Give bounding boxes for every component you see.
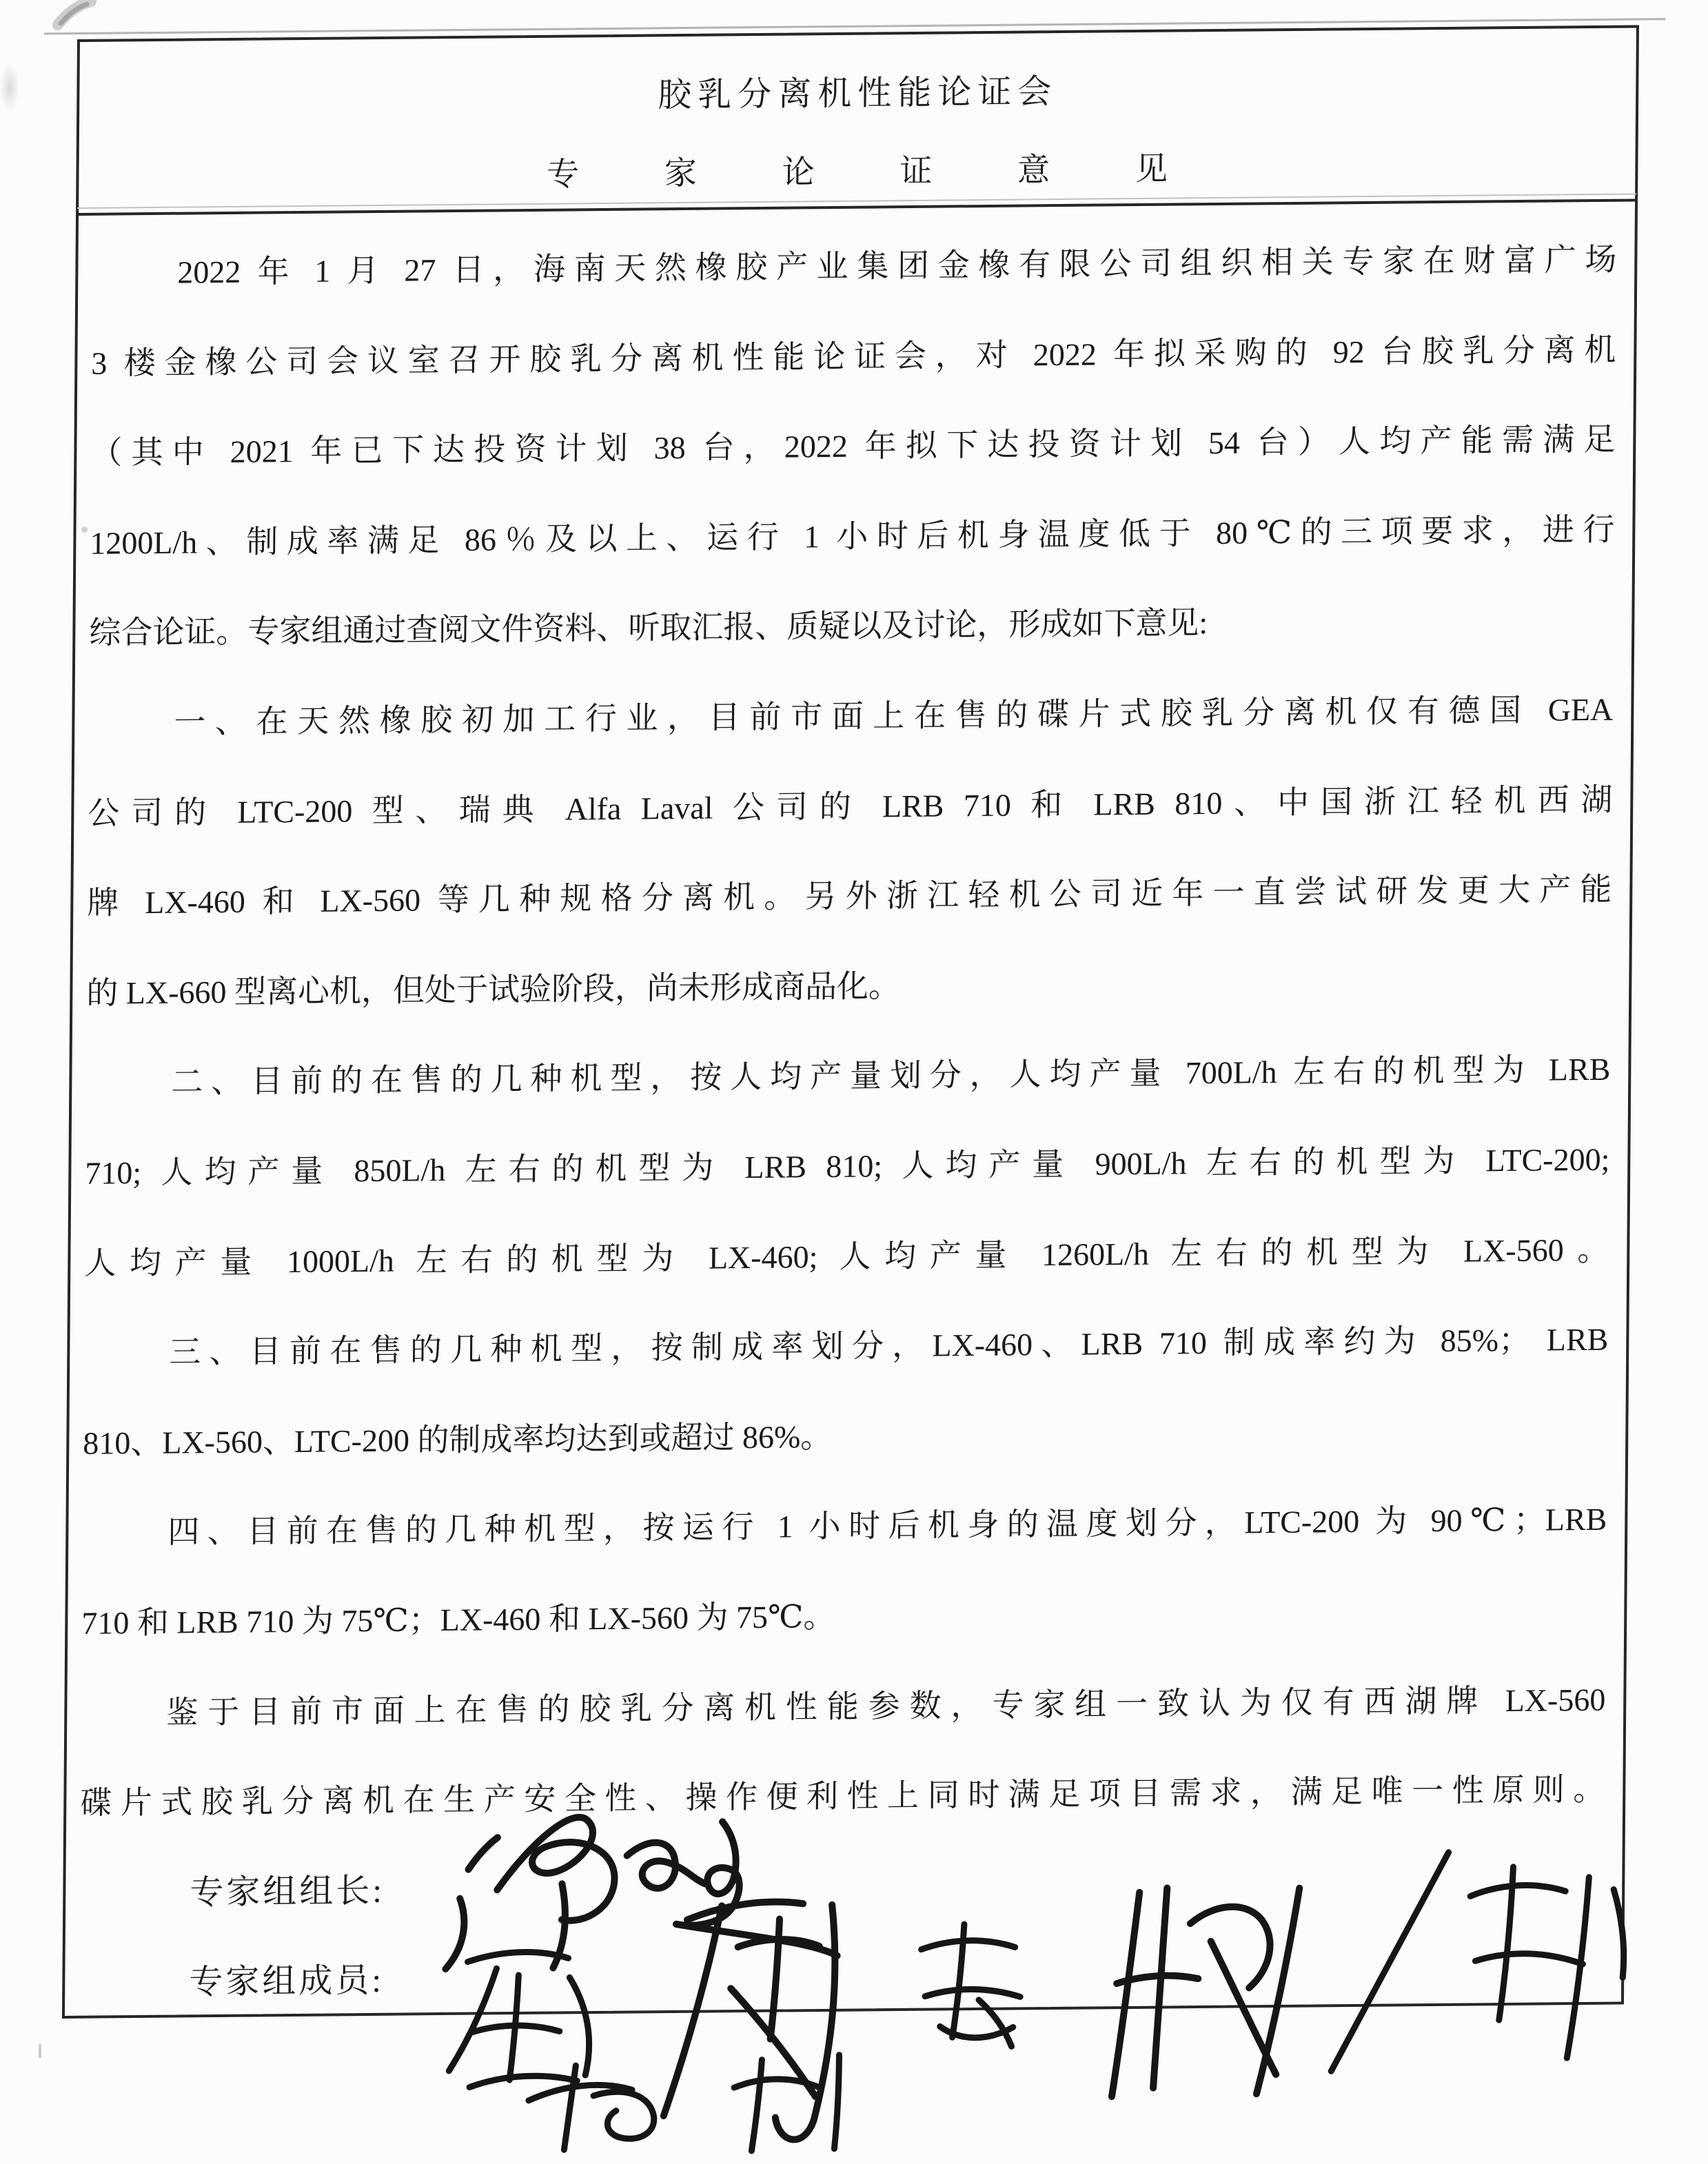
member-signature-6: [528, 2055, 839, 2153]
body-line: 人均产量 1000L/h 左右的机型为 LX-460; 人均产量 1260L/h 左右的机型为 LX-560。: [84, 1232, 1609, 1281]
body-line: 1200L/h、制成率满足 86％及以上、运行 1 小时后机身温度低于 80℃的三项要求，进行: [90, 511, 1615, 561]
body-line: 的 LX-660 型离心机，但处于试验阶段，尚未形成商品化。: [86, 968, 901, 1011]
body-line: （其中 2021 年已下达投资计划 38 台，2022 年拟下达投资计划 54 台）人均产能需满足: [90, 421, 1616, 471]
body-line: 牌 LX-460 和 LX-560 等几种规格分离机。另外浙江轻机公司近年一直尝试研发更大产能: [87, 871, 1612, 921]
leader-label: 专家组组长:: [190, 1871, 385, 1912]
body-line: 公司的 LTC-200 型、瑞典 Alfa Laval 公司的 LRB 710 和 LRB 810、中国浙江轻机西湖: [88, 782, 1613, 831]
members-label: 专家组成员:: [189, 1961, 385, 2001]
body-line: 710; 人均产量 850L/h 左右的机型为 LRB 810; 人均产量 900L/h 左右的机型为 LTC-200;: [85, 1141, 1610, 1191]
body-line: 综合论证。专家组通过查阅文件资料、听取汇报、质疑以及讨论，形成如下意见:: [89, 605, 1208, 651]
document-title: 胶乳分离机性能论证会: [658, 72, 1058, 114]
body-line: 3 楼金橡公司会议室召开胶乳分离机性能论证会，对 2022 年拟采购的 92 台胶乳分离机: [91, 331, 1616, 381]
body-line: 810、LX-560、LTC-200 的制成率均达到或超过 86%。: [83, 1418, 833, 1461]
body-line: 鉴于目前市面上在售的胶乳分离机性能参数，专家组一致认为仅有西湖牌 LX-560: [166, 1682, 1606, 1731]
body-line: 四、目前在售的几种机型，按运行 1 小时后机身的温度划分，LTC-200 为 90℃；LRB: [167, 1502, 1607, 1550]
body-line: 一、在天然橡胶初加工行业，目前市面上在售的碟片式胶乳分离机仅有德国 GEA: [174, 691, 1614, 740]
body-line: 二、目前的在售的几种机型，按人均产量划分，人均产量 700L/h 左右的机型为 LRB: [171, 1052, 1611, 1101]
body-line: 2022 年 1 月 27 日，海南天然橡胶产业集团金橡有限公司组织相关专家在财富广场: [177, 241, 1617, 290]
document-subtitle: 专 家 论 证 意 见: [546, 151, 1168, 193]
body-line: 碟片式胶乳分离机在生产安全性、操作便利性上同时满足项目需求，满足唯一性原则。: [80, 1771, 1605, 1821]
document-text-block: [79, 215, 1617, 2029]
body-line: 710 和 LRB 710 为 75℃；LX-460 和 LX-560 为 75℃。: [81, 1598, 835, 1641]
body-line: 三、目前在售的几种机型，按制成率划分，LX-460、LRB 710 制成率约为 85%； LRB: [169, 1321, 1609, 1370]
